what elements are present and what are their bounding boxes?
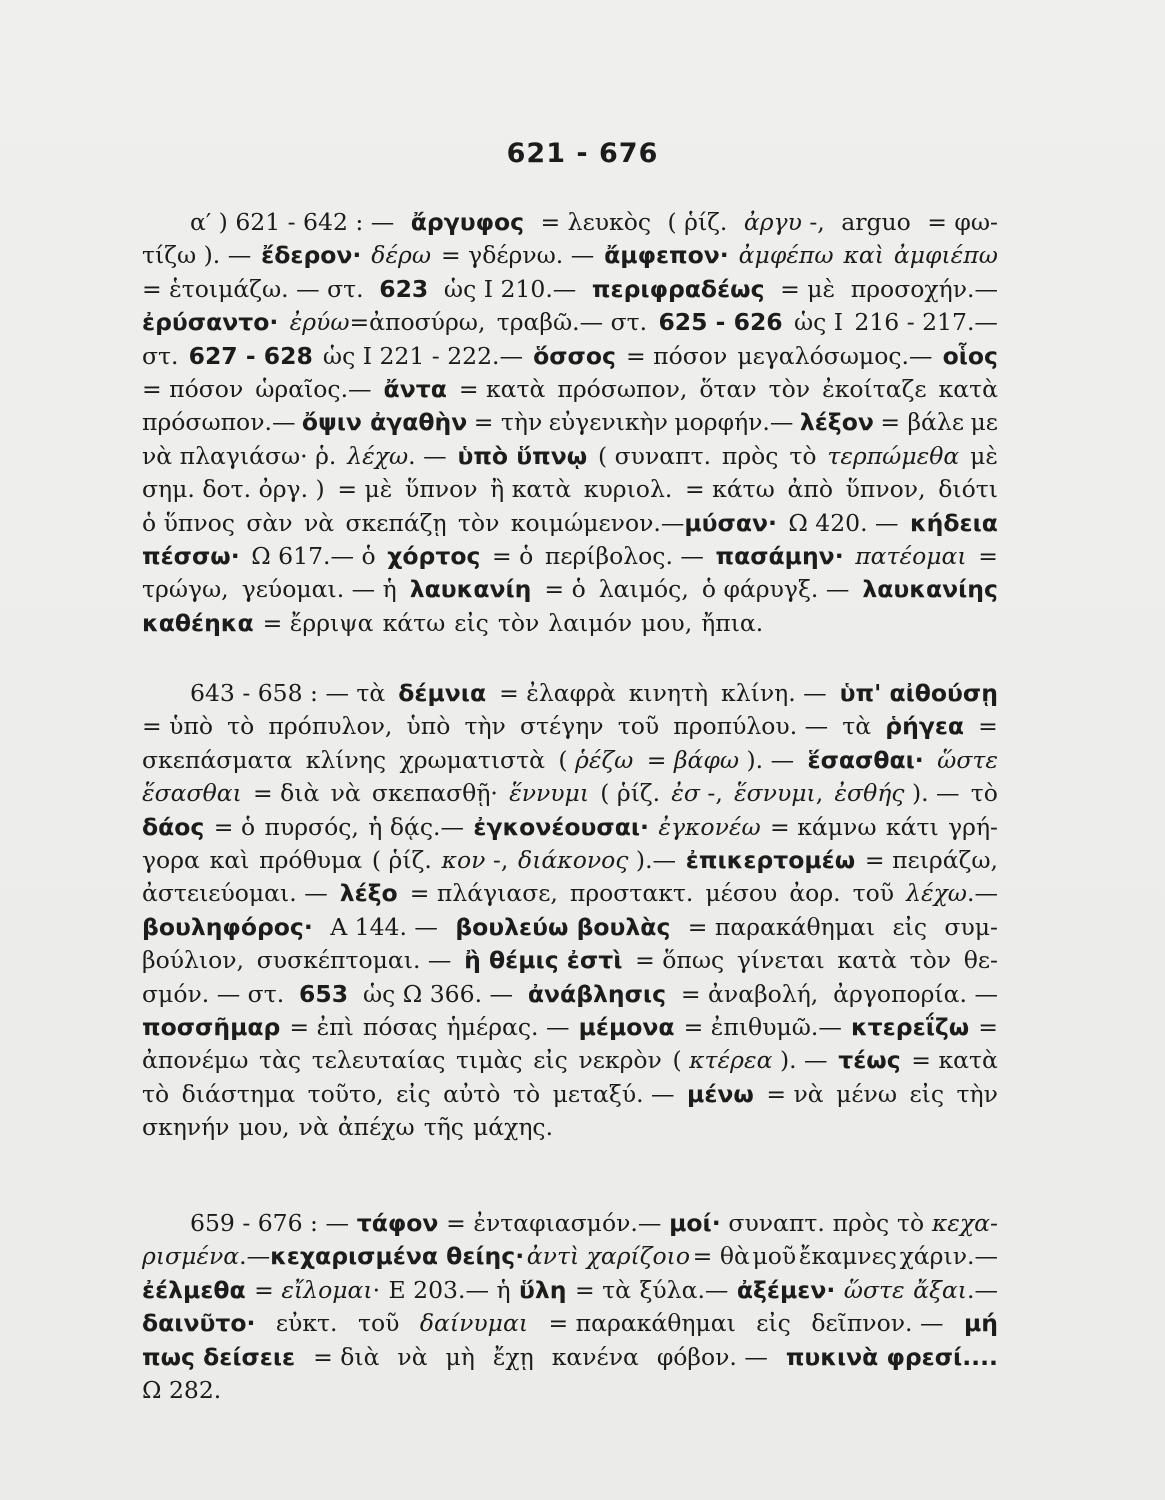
word: δαίνυμαι: [419, 1309, 529, 1338]
text-line: [142, 540, 998, 573]
text-line: [142, 1207, 998, 1240]
word: καὶ: [843, 241, 884, 270]
word: κατὰ: [938, 374, 998, 403]
word: τὸ: [896, 1209, 925, 1237]
word: σημ. δοτ. ὀργ. ): [142, 475, 325, 504]
word: = παρακάθημαι: [687, 912, 876, 941]
word: ( συναπτ.: [598, 441, 712, 470]
word: Ε 203.— ἡ: [388, 1275, 511, 1304]
word: = τὴν: [473, 408, 543, 437]
word: Ω 420. —: [788, 508, 899, 537]
word: χάριν.—: [899, 1242, 998, 1271]
word: ξύλα.—: [639, 1275, 729, 1304]
word: = εἴλομαι·: [254, 1275, 381, 1304]
word: κήδεια: [909, 508, 998, 537]
text-line: [142, 1341, 998, 1374]
word: τέως: [838, 1046, 901, 1075]
word: ἀμφέπω: [738, 241, 834, 270]
text-line: [142, 1374, 998, 1407]
word: δαινῦτο·: [142, 1309, 256, 1338]
text-line: [142, 340, 998, 373]
word: ἕσνυμι,: [734, 779, 824, 808]
word: ἡμέρας. —: [446, 1012, 570, 1041]
word: = διὰ: [313, 1342, 380, 1371]
word: ἔδερον·: [261, 241, 362, 270]
word: πρόσωπον,: [557, 374, 688, 403]
word: = κάτω: [684, 475, 775, 504]
text-line: [142, 944, 998, 977]
word: ὑπ' αἰθούσῃ: [839, 679, 998, 707]
word: ἀργοπορία. —: [833, 979, 998, 1008]
word: συσκέπτομαι. —: [256, 946, 452, 975]
word: εἰς: [909, 1079, 945, 1108]
word: σκεπάζῃ: [345, 508, 447, 537]
word: ἀορ.: [789, 879, 841, 908]
text-line: [142, 306, 998, 339]
text-line: [142, 1011, 998, 1044]
word: μοί·: [669, 1209, 721, 1237]
text-line: [142, 978, 998, 1011]
word: ἀνάβλησις: [527, 979, 667, 1008]
text-line: [142, 373, 998, 406]
word: αὐτὸ: [443, 1079, 501, 1108]
word: ἀργυ -,: [743, 208, 825, 236]
word: διότι: [938, 475, 998, 504]
word: τοῦτο,: [307, 1079, 384, 1108]
text-line: [142, 844, 998, 877]
word: ἐπικερτομέω: [685, 845, 856, 874]
word: σκηνήν: [142, 1113, 230, 1142]
word: μὴ: [445, 1342, 475, 1371]
word: ἐρύω=ἀποσύρω,: [289, 308, 486, 337]
paragraph-659-676: [142, 1207, 998, 1407]
word: μάχης.: [472, 1113, 554, 1142]
word: κανένα: [551, 1342, 639, 1371]
word: ( ῥίζ.: [371, 845, 432, 874]
word: κλίνης: [305, 745, 387, 774]
word: τὴν: [464, 712, 506, 741]
word: νὰ: [397, 1342, 428, 1371]
word: διάκονος ).—: [518, 845, 677, 874]
word: ὄψιν ἀγαθὴν: [301, 408, 468, 437]
word: κεχα-: [931, 1209, 998, 1237]
word: λαυκανίη: [409, 575, 532, 604]
word: μένω: [687, 1079, 754, 1108]
word: = παρακάθημαι: [548, 1309, 736, 1338]
word: = βάλε: [880, 408, 964, 437]
word: ὅταν: [699, 374, 757, 403]
word: ὡς Ι 221 - 222.—: [322, 341, 524, 370]
word: Ω 282.: [142, 1375, 222, 1404]
word: ὕλη: [519, 1275, 567, 1304]
word: = θὰ: [692, 1242, 750, 1271]
word: μένω: [836, 1079, 898, 1108]
word: στέγην: [519, 712, 604, 741]
word: πυκινὰ φρεσί....: [785, 1342, 998, 1371]
word: σκεπάσματα: [142, 745, 293, 774]
word: ὡς Ω 366. —: [362, 979, 514, 1008]
word: = ἐνταφιασμόν.—: [446, 1209, 662, 1237]
word: 623: [379, 274, 429, 303]
word: καθέηκα: [142, 608, 254, 637]
text-line: [142, 877, 998, 910]
word: τὰ: [842, 712, 872, 741]
word: ἀπὸ: [787, 475, 833, 504]
text-line: [142, 1307, 998, 1340]
word: = ἑτοιμάζω. — στ.: [142, 274, 364, 303]
word: στ.: [142, 341, 179, 370]
word: = πόσον: [142, 374, 244, 403]
word: μή: [963, 1309, 998, 1338]
word: κάτω: [382, 608, 446, 637]
word: σμόν. — στ.: [142, 979, 285, 1008]
word: τὸ: [512, 1079, 541, 1108]
word: προστακτ.: [569, 879, 694, 908]
word: τὸν: [497, 608, 540, 637]
word: = πλάγιασε,: [409, 879, 558, 908]
word: ὥστε: [937, 745, 998, 774]
word: ἐρύσαντο·: [142, 308, 279, 337]
word: μεγαλόσωμος.—: [737, 341, 933, 370]
word: ἐγκονέω: [658, 812, 761, 841]
word: = κάμνω: [770, 812, 877, 841]
word: εὐγενικὴν: [548, 408, 668, 437]
word: κλίνη. —: [721, 679, 827, 707]
word: = βάφω ). —: [646, 745, 795, 774]
word: πρὸς: [832, 1209, 890, 1237]
word: = τὰ: [574, 1275, 631, 1304]
word: = ὁ: [491, 541, 534, 570]
word: = μὲ: [337, 475, 393, 504]
word: λέξο: [339, 879, 398, 908]
word: ἕννυμι: [509, 779, 590, 808]
word: ἐσθής ). —: [834, 779, 960, 808]
word: μὲ: [970, 441, 998, 470]
word: δάος: [142, 812, 205, 841]
word: = ἔρριψα: [262, 608, 374, 637]
word: δέρω: [371, 241, 432, 270]
word: ὥστε: [843, 1275, 905, 1304]
word: ἀξέμεν·: [736, 1275, 836, 1304]
word: ἀντὶ χαρίζοιο: [526, 1242, 691, 1271]
word: εἰς: [533, 1046, 568, 1075]
word: θε-: [963, 946, 998, 975]
word: μέσου: [705, 879, 778, 908]
text-line: [142, 1274, 998, 1307]
word: τιμὰς: [456, 1046, 523, 1075]
word: βουλεύω βουλὰς: [455, 912, 671, 941]
word: μου,: [238, 1113, 290, 1142]
word: Ω 617.— ὁ: [251, 541, 376, 570]
word: πέσσω·: [142, 541, 240, 570]
word: συναπτ.: [728, 1209, 825, 1237]
word: 643 - 658 : — τὰ: [190, 679, 386, 707]
word: = ἐπιθυμῶ.—: [683, 1012, 842, 1041]
word: ἐγκονέουσαι·: [473, 812, 649, 841]
word: = κατὰ: [458, 374, 546, 403]
word: =: [978, 712, 998, 741]
word: ἕσασθαι·: [807, 745, 924, 774]
word: = πόσον: [626, 341, 728, 370]
word: τοῦ: [357, 1309, 400, 1338]
word: 627 - 628: [188, 341, 313, 370]
word: τερπώμεθα: [827, 441, 960, 470]
word: 625 - 626: [658, 308, 783, 337]
word: πυρσός,: [264, 812, 359, 841]
word: ὕπνον: [405, 475, 478, 504]
word: =: [978, 1012, 998, 1041]
word: βούλιον,: [142, 946, 245, 975]
text-line: [142, 573, 998, 606]
word: τὰς: [259, 1046, 302, 1075]
word: ἄξαι.—: [913, 1275, 998, 1304]
word: μέμονα: [578, 1012, 675, 1041]
word: τὸ: [789, 441, 817, 470]
word: μεταξύ. —: [552, 1079, 675, 1108]
word: ὡς Ι: [793, 308, 844, 337]
word: λαιμόν: [548, 608, 632, 637]
word: με: [970, 408, 998, 437]
word: α′ ) 621 - 642 : —: [190, 208, 395, 236]
word: λαυκανίης: [862, 575, 998, 604]
text-line: [142, 206, 998, 239]
word: συμ-: [944, 912, 998, 941]
word: ἢ θέμις ἐστὶ: [464, 946, 623, 975]
word: νὰ: [303, 508, 335, 537]
word: = ὁ: [544, 575, 586, 604]
word: ὁ φάρυγξ. —: [701, 575, 850, 604]
word: = ἐπὶ: [289, 1012, 354, 1041]
word: σὰν: [246, 508, 293, 537]
word: λαιμός,: [598, 575, 689, 604]
text-line: [142, 1240, 998, 1273]
word: = διὰ: [252, 779, 320, 808]
word: = κατὰ: [911, 1046, 998, 1075]
word: περίβολος. —: [544, 541, 704, 570]
paragraph-621-642: [142, 206, 998, 640]
word: ὡραῖος.—: [255, 374, 372, 403]
word: κινητὴ: [628, 679, 709, 707]
word: κον -,: [441, 845, 509, 874]
word: τοῦ: [852, 879, 895, 908]
word: τῆς: [423, 1113, 464, 1142]
word: κάτι: [885, 812, 939, 841]
word: σκεπασθῇ·: [371, 779, 498, 808]
text-line: [142, 239, 998, 272]
word: κτερεΐζω: [850, 1012, 970, 1041]
word: ἀμφιέπω: [893, 241, 998, 270]
word: ἕσασθαι: [142, 779, 242, 808]
word: = λευκὸς: [540, 208, 652, 236]
word: ( ῥίζ.: [667, 208, 728, 236]
word: = ἀναβολή,: [680, 979, 819, 1008]
word: τάφον: [356, 1209, 439, 1237]
word: τὸν: [457, 508, 500, 537]
word: τραβῶ.— στ.: [496, 308, 648, 337]
word: νὰ πλαγιάσω· ῥ.: [142, 441, 337, 470]
word: λέξον: [799, 408, 874, 437]
text-line: [142, 1044, 998, 1077]
word: τὴν: [956, 1079, 998, 1108]
word: ἀπονέμω: [142, 1046, 249, 1075]
word: τὸν: [768, 374, 811, 403]
text-line: [142, 1111, 998, 1144]
word: ( ῥέζω: [558, 745, 634, 774]
page-header-verse-range: 621 - 676: [506, 138, 659, 169]
word: δέμνια: [398, 679, 487, 707]
word: κατὰ: [837, 946, 897, 975]
word: εἰς: [454, 608, 489, 637]
word: = πειράζω,: [864, 845, 998, 874]
text-line: [142, 677, 998, 710]
word: = ἐλαφρὰ: [499, 679, 616, 707]
word: μοῦ: [752, 1242, 797, 1271]
word: ἄμφεπον·: [604, 241, 729, 270]
word: τοῦ: [617, 712, 660, 741]
word: φόβον. —: [656, 1342, 768, 1371]
word: = γδέρνω. —: [440, 241, 595, 270]
text-line: [142, 777, 998, 810]
word: πατέομαι: [855, 541, 967, 570]
word: ὑπὸ ὕπνῳ: [457, 441, 588, 470]
word: εἰς: [396, 1079, 431, 1108]
word: τὸ: [227, 712, 255, 741]
text-line: [142, 607, 998, 640]
word: ὡς Ι 210.—: [443, 274, 577, 303]
word: πως δείσειε: [142, 1342, 296, 1371]
word: ὑπὸ: [406, 712, 451, 741]
word: περιφραδέως: [591, 274, 765, 303]
word: τρώγω,: [142, 575, 229, 604]
word: ποσσῆμαρ: [142, 1012, 281, 1041]
word: πρόπυλον,: [268, 712, 393, 741]
word: ἄντα: [383, 374, 447, 403]
word: μου,: [640, 608, 693, 637]
text-line: [142, 710, 998, 743]
word: ἤπια.: [701, 608, 764, 637]
word: πασάμην·: [715, 541, 844, 570]
word: = ὅπως: [635, 946, 725, 975]
word: arguo: [841, 208, 911, 236]
word: οἷος: [942, 341, 998, 370]
word: διάστημα: [181, 1079, 296, 1108]
word: εὐκτ.: [275, 1309, 338, 1338]
word: ὁ ὕπνος: [142, 508, 235, 537]
word: ἔκαμνες: [798, 1242, 897, 1271]
word: = φω-: [927, 208, 998, 236]
word: πρόσωπον.—: [142, 408, 296, 437]
text-line: [142, 273, 998, 306]
word: ἡ δᾴς.—: [368, 812, 464, 841]
word: 216 - 217.—: [854, 308, 998, 337]
word: = ὑπὸ: [142, 712, 214, 741]
word: κοιμώμενον.—μύσαν·: [510, 508, 777, 537]
word: γεύομαι. — ἡ: [241, 575, 397, 604]
word: τὸν: [909, 946, 951, 975]
word: ἀστειεύομαι. —: [142, 879, 328, 908]
word: = μὲ: [780, 274, 836, 303]
word: προσοχήν.—: [850, 274, 998, 303]
word: κυριολ.: [583, 475, 673, 504]
text-line: [142, 406, 998, 439]
word: Α 144. —: [330, 912, 438, 941]
word: χόρτος: [387, 541, 481, 570]
word: ἄργυφος: [410, 208, 525, 236]
word: γορα: [142, 845, 200, 874]
word: πρόθυμα: [259, 845, 363, 874]
word: μορφήν.—: [674, 408, 794, 437]
text-line: [142, 744, 998, 777]
word: ρισμένα.—κεχαρισμένα θείης·: [142, 1242, 525, 1271]
word: εἰς: [892, 912, 928, 941]
text-line: [142, 1078, 998, 1111]
word: γρή-: [948, 812, 998, 841]
word: βουληφόρος·: [142, 912, 313, 941]
word: ῥήγεα: [885, 712, 965, 741]
text-line: [142, 507, 998, 540]
word: 659 - 676 : —: [190, 1209, 349, 1237]
text-line: [142, 911, 998, 944]
paragraph-643-658: [142, 677, 998, 1144]
word: ἐκοίταζε: [822, 374, 927, 403]
word: = ὁ: [213, 812, 256, 841]
word: =: [978, 541, 998, 570]
word: προπύλου. —: [673, 712, 829, 741]
word: τίζω ). —: [142, 241, 252, 270]
word: καὶ: [209, 845, 250, 874]
word: ( κτέρεα ). —: [672, 1046, 828, 1075]
word: ἢ κατὰ: [490, 475, 572, 504]
word: δεῖπνον. —: [811, 1309, 944, 1338]
word: ἐέλμεθα: [142, 1275, 246, 1304]
word: = νὰ: [766, 1079, 824, 1108]
word: ὅσσος: [533, 341, 616, 370]
word: τελευταίας: [311, 1046, 446, 1075]
word: τὸ: [142, 1079, 170, 1108]
word: ὕπνον,: [845, 475, 926, 504]
word: ( ῥίζ.: [600, 779, 661, 808]
word: εἰς: [756, 1309, 791, 1338]
text-line: [142, 811, 998, 844]
word: νὰ: [298, 1113, 329, 1142]
word: λέχω.—: [906, 879, 998, 908]
word: νὰ: [330, 779, 361, 808]
word: ἐσ -,: [671, 779, 723, 808]
word: πρὸς: [721, 441, 779, 470]
word: νεκρὸν: [578, 1046, 662, 1075]
word: 653: [299, 979, 349, 1008]
word: ἀπέχω: [337, 1113, 415, 1142]
text-line: [142, 473, 998, 506]
word: χρωματιστὰ: [399, 745, 545, 774]
word: τὸ: [970, 779, 998, 808]
word: λέχω. —: [347, 441, 447, 470]
word: ἔχῃ: [492, 1342, 534, 1371]
word: πόσας: [362, 1012, 438, 1041]
text-line: [142, 440, 998, 473]
word: γίνεται: [736, 946, 825, 975]
